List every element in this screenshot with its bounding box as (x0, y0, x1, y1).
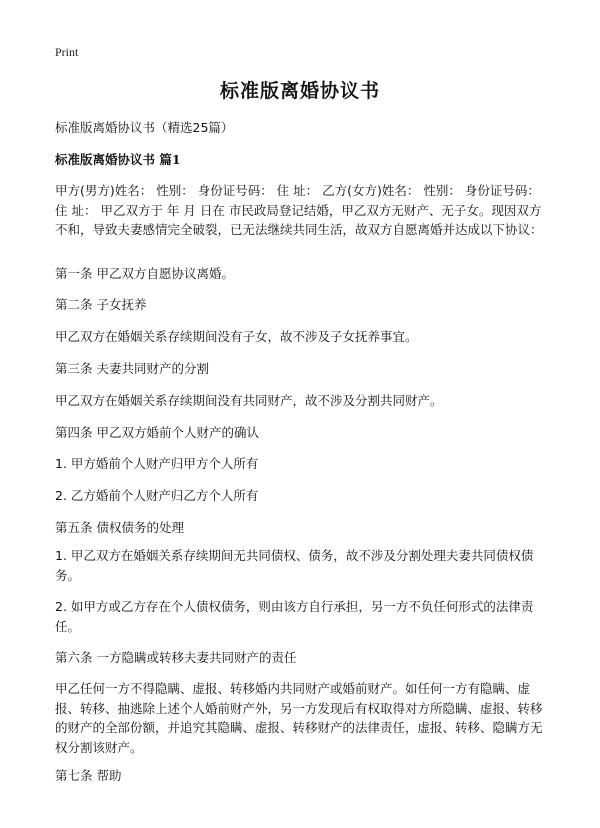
article-2-heading: 第二条 子女抚养 (55, 297, 147, 312)
article-1-heading: 第一条 甲乙双方自愿协议离婚。 (55, 266, 234, 281)
document-subtitle: 标准版离婚协议书（精选25篇） (55, 120, 234, 135)
article-6-heading: 第六条 一方隐瞒或转移夫妻共同财产的责任 (55, 650, 297, 665)
article-4-heading: 第四条 甲乙双方婚前个人财产的确认 (55, 425, 259, 440)
paragraph-parties: 甲方(男方)姓名： 性别： 身份证号码： 住 址： 乙方(女方)姓名： 性别： 身份证号码： 住 址： 甲乙双方于 年 月 日在 市民政局登记结婚，甲乙双方无财产、无子女。现因双方 不和，导致夫妻感情完全破裂，已无法继续共同生活，故双方自愿离婚并达成以下协议： (55, 183, 543, 237)
article-3-text: 甲乙双方在婚姻关系存续期间没有共同财产，故不涉及分割共同财产。 (55, 393, 443, 408)
article-6-text: 甲乙任何一方不得隐瞒、虚报、转移婚内共同财产或婚前财产。如任何一方有隐瞒、虚报、转移、抽逃除上述个人婚前财产外，另一方发现后有权取得对方所隐瞒、虚报、转移的财产的全部份额，并追究其隐瞒、虚报、转移财产的法律责任，虚报、转移、隐瞒方无权分割该财产。 (55, 681, 543, 755)
article-2-text: 甲乙双方在婚姻关系存续期间没有子女，故不涉及子女抚养事宜。 (55, 329, 418, 344)
section-heading: 标准版离婚协议书 篇1 (55, 152, 181, 167)
article-5-item-2: 2. 如甲方或乙方存在个人债权债务，则由该方自行承担，另一方不负任何形式的法律责任。 (55, 599, 534, 634)
article-3-heading: 第三条 夫妻共同财产的分割 (55, 361, 209, 376)
article-5-heading: 第五条 债权债务的处理 (55, 520, 184, 535)
print-link[interactable]: Print (55, 45, 79, 59)
document-title: 标准版离婚协议书 (219, 80, 380, 102)
article-4-item-2: 2. 乙方婚前个人财产归乙方个人所有 (55, 488, 259, 503)
article-4-item-1: 1. 甲方婚前个人财产归甲方个人所有 (55, 456, 259, 471)
article-5-item-1: 1. 甲乙双方在婚姻关系存续期间无共同债权、债务，故不涉及分割处理夫妻共同债权债务。 (55, 548, 534, 583)
article-7-heading: 第七条 帮助 (55, 768, 122, 783)
